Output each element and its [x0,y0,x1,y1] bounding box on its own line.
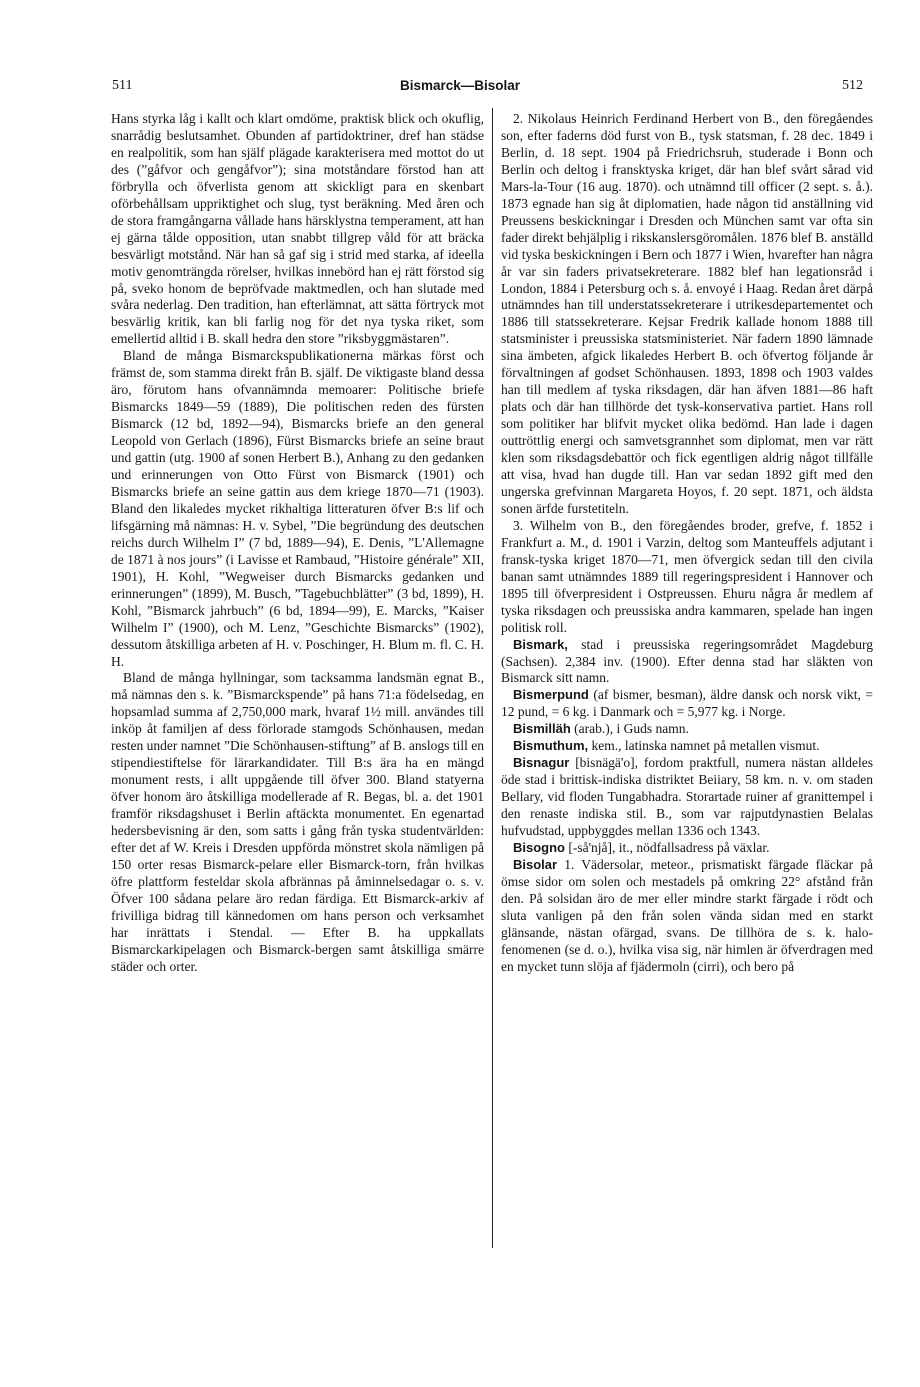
headword: Bisnagur [513,755,570,771]
page-title: Bismarck—Bisolar [399,78,521,93]
paragraph: Hans styrka låg i kallt och klart omdöme, praktisk blick och okuflig, snarrådig beslutsamhet. Obunden af partidoktriner, dref han städse en realpolitik, som han själf plägade karakterisera med mottot do ut des (”gåfvor och gengåfvor”); sina motståndare förstod han att förbrylla och öfverlista genom att skickligt para en skenbart oförbehållsam uppriktighet och slug, tyst beräkning. Med åren och de stora framgångarna vållade hans härsklystna temperament, att han ej gärna tålde opposition, utan snabbt tillgrep våld för att bräcka besvärligt motstånd. När han så gaf sig i strid med starka, af ideella motiv genomträngda rörelser, hvilkas innebörd han ej rätt förstod sig på, sveko honom de bepröfvade maktmedlen, och han slutade med svåra nederlag. Den tradition, han efterlämnat, att sätta förtryck mot besvärlig kritik, kan bli farlig nog för det nya tyska riket, som emellertid alltid i B. skall hedra den store ”riksbyggmästaren”. [111,111,484,347]
paragraph: Bland de många Bismarckspublikationerna märkas först och främst de, som stamma direkt från B. själf. De viktigaste bland dessa äro, förutom hans ofvannämnda memoarer: Politische briefe Bismarcks 1849—59 (1889), Die politischen reden des fürsten Bismarck (12 bd, 1892—94), Bismarcks briefe an den general Leopold von Gerlach (1896), Fürst Bismarcks briefe an seine braut und gattin (utg. 1900 af sonen Herbert B.), Anhang zu den gedanken und erinnerungen von Otto Fürst von Bismarck (1901) och Bismarcks briefe an seine gattin aus dem kriege 1870—71 (1903). Bland den likaledes mycket rikhaltiga litteraturen öfver B:s lif och lifsgärning må nämnas: H. v. Sybel, ”Die begründung des deutschen reichs durch Wilhelm I” (7 bd, 1889—94), E. Denis, ”L'Allemagne de 1871 à nos jours” (i Lavisse et Rambaud, ”Histoire générale” XII, 1901), H. Kohl, ”Wegweiser durch Bismarcks gedanken und erinnerungen” (1899), M. Busch, ”Tagebuchblätter” (3 bd, 1899), H. Kohl, ”Bismarck jahrbuch” (6 bd, 1894—99), E. Marcks, ”Kaiser Wilhelm I” (1900), och M. Lenz, ”Geschichte Bismarcks” (1902), dessutom åtskilliga arbeten af H. v. Poschinger, H. Blum m. fl. C. H. H. [111,348,484,669]
entry-bisogno [501,840,873,857]
entry-bismuthum [501,738,873,755]
entry-body: (af bismer, besman), äldre dansk och norsk vikt, = 12 pund, = 6 kg. i Danmark och = 5,977 kg. i Norge. [501,687,873,720]
page-number-right: 512 [842,78,863,93]
entry-body: [bisnägä'o], fordom praktfull, numera nästan alldeles öde stad i brittisk-indiska distriktet Beiiary, 58 km. n. v. om staden Bellary, vid floden Tungabhadra. Storartade ruiner af granittempel i den renaste indiska stil. B., som var rajputdynastien Belalas hufvudstad, uppbyggdes mellan 1336 och 1343. [501,755,873,839]
paragraph: Bland de många hyllningar, som tacksamma landsmän egnat B., må nämnas den s. k. ”Bismarckspende” på hans 71:a födelsedag, en hopsamlad summa af 2,750,000 mark, hvaraf 1½ mill. användes till inköp åt familjen af dess förlorade stamgods Schönhausen, medan resten under namnet ”Die Schönhausen-stiftung” af B. anslogs till en stipendiestiftelse för lärarkandidater. Till B:s ära ha en mängd monument rests, i allt uppgående till öfver 300. Bland statyerna öfver honom äro åtskilliga modellerade af R. Begas, bl. a. det 1901 framför riksdagshuset i Berlin aftäckta monumentet. En egenartad hedersbevisning är den, som satts i gång från tyska studentvärlden: efter det af W. Kreis i Dresden uppförda mönstret skola nämligen på 150 orter resas Bismarck-pelare eller Bismarck-torn, från hvilkas öfre plattform festeldar skola afbrännas på åminnelsedagar o. s. v. Öfver 100 sådana pelare äro redan färdiga. Ett Bismarck-arkiv af frivilliga bidrag till kännedomen om hans person och verksamhet har inrättats i Stendal. — Efter B. ha uppkallats Bismarckarkipelagen och Bismarck-bergen samt åtskilliga smärre städer och orter. [111,670,484,974]
entry-body: stad i preussiska regeringsområdet Magdeburg (Sachsen). 2,384 inv. (1900). Efter denna stad har släkten von Bismarck sitt namn. [501,636,873,686]
left-column [111,111,484,976]
headword: Bisogno [513,839,565,855]
headword: Bisolar [513,856,558,872]
page-number-left: 511 [112,78,133,93]
entry-body: [-så'njå], it., nödfallsadress på växlar. [565,839,770,855]
entry-bisolar [501,857,873,976]
headword: Bismark, [513,636,568,652]
entry-bismillah [501,721,873,738]
column-divider [492,108,493,1248]
entry-bismerpund [501,687,873,721]
paragraph: 2. Nikolaus Heinrich Ferdinand Herbert von B., den föregåendes son, efter faderns död furst von B., tysk statsman, f. 28 dec. 1849 i Berlin, d. 18 sept. 1904 på Friedrichsruh, studerade i Bonn och Berlin och deltog i fransktyska kriget, där han blef svårt sårad vid Mars-la-Tour (16 aug. 1870). och utnämnd till officer (2 sept. s. å.). 1873 egnade han sig åt diplomatien, hade någon tid anställning vid Preussens beskickningar i Dresden och München samt var ofta sin fader direkt behjälplig i rikskanslersgöromålen. 1876 blef B. anställd vid tyska beskickningen i Bern och 1877 i Wien, hvarefter han några år var sin faders privatsekreterare. 1882 blef han legationsråd i London, 1884 i Petersburg och s. å. envoyé i Haag. Redan året därpå utnämndes han till understatssekreterare i utrikesdepartementet och 1886 till statssekreterare. Kejsar Fredrik kallade honom 1888 till statsminister i preussiska statsministeriet. När fadern 1890 lämnade sina ämbeten, afgick likaledes Herbert B. och öfvertog följande år förvaltningen af godset Schönhausen. 1893, 1898 och 1903 valdes han till medlem af tyska riksdagen, där han äfven 1881—86 haft plats och där han tillhörde det tysk-konservativa partiet. Hans roll som politiker har blifvit mycket olika bedömd. Han lade i dagen outtröttlig energi och samvetsgrannhet som diplomat, men var rätt klen som riksdagsdebattör och fick egentligen aldrig något tillfälle att visa, hvad han dugde till. Han var sedan 1892 gift med den ungerska grefvinnan Margareta Hoyos, f. 20 sept. 1871, och äldsta sonen ärfde furstetiteln. [501,111,873,516]
entry-bismark [501,637,873,688]
right-column [501,111,873,976]
entry-body: 1. Vädersolar, meteor., prismatiskt färgade fläckar på ömse sidor om solen och mestadels på omkring 22° afstånd från den. På solsidan äro de mer eller mindre starkt färgade i rödt och sluta vanligen på den från solen vända sidan med en starkt glänsande, nästan ofärgad, svans. De tillhöra de s. k. halo-fenomenen (se d. o.), hvilka visa sig, när himlen är öfverdragen med en mycket tunn slöja af fjädermoln (cirri), och bero på [501,856,873,974]
entry-body: kem., latinska namnet på metallen vismut. [588,738,820,754]
headword: Bismuthum, [513,738,589,754]
paragraph: 3. Wilhelm von B., den föregåendes broder, grefve, f. 1852 i Frankfurt a. M., d. 1901 i Varzin, deltog som Manteuffels adjutant i fransk-tyska kriget 1870—71, men öfvergick sedan till den civila banan samt utnämndes 1889 till regeringspresident i Hannover och 1895 till öfverpresident i Ostpreussen. Ehuru några år medlem af tyska riksdagen och preussiska andra kammaren, spelade han ingen politisk roll. [501,517,873,635]
entry-bisnagur [501,755,873,840]
headword: Bismerpund [513,687,589,703]
headword: Bismilläh [513,721,571,737]
entry-body: (arab.), i Guds namn. [570,721,689,737]
